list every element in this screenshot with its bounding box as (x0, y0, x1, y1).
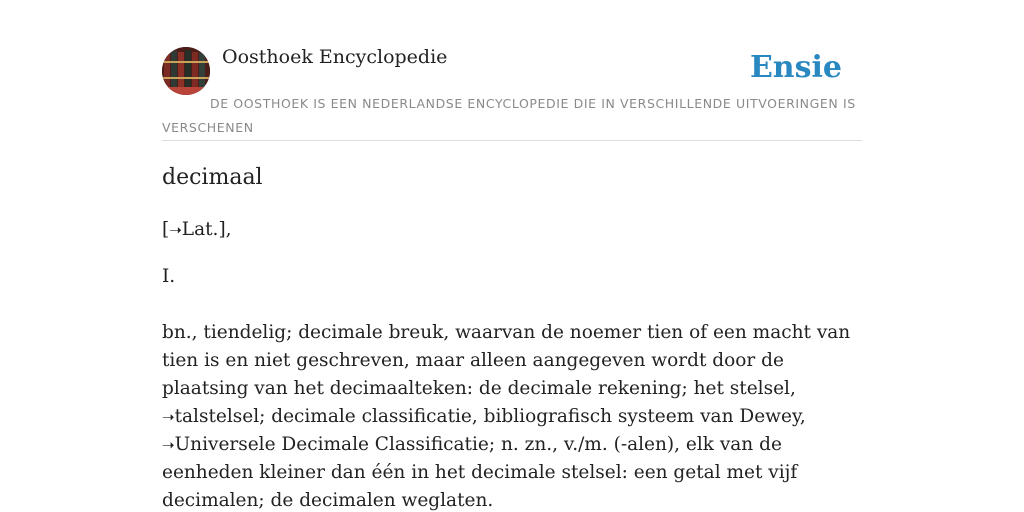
cross-reference-link[interactable]: Universele Decimale Classificatie (174, 434, 489, 455)
arrow-right-icon: ➝ (162, 408, 175, 426)
source-description: DE OOSTHOEK IS EEN NEDERLANDSE ENCYCLOPEDIE DIE IN VERSCHILLENDE UITVOERINGEN IS VERSCHENEN (162, 96, 856, 135)
etymology-open: [ (162, 219, 170, 240)
definition-part: ; n. zn., v./m. (-alen), elk van de eenheden kleiner dan één in het decimale stelsel: een getal met vijf decimalen; de decimalen weglaten. (162, 434, 798, 511)
brand-logo[interactable]: Ensie (749, 50, 842, 85)
etymology-close: ], (218, 219, 232, 240)
definition-part: bn., tiendelig; decimale breuk, waarvan de noemer tien of een macht van tien is en niet geschreven, maar alleen aangegeven wordt door de plaatsing van het decimaalteken: de decimale rekening; het stelsel, (162, 322, 851, 399)
page-title: decimaal (162, 165, 263, 190)
source-header (162, 44, 862, 141)
arrow-right-icon: ➝ (169, 221, 182, 239)
definition-text (162, 319, 862, 512)
arrow-right-icon: ➝ (162, 436, 175, 454)
cross-reference-link[interactable]: talstelsel (174, 406, 260, 427)
definition-part: ; decimale classificatie, bibliografisch systeem van Dewey, (259, 406, 806, 427)
source-title[interactable]: Oosthoek Encyclopedie (222, 46, 448, 68)
etymology-link[interactable]: Lat. (181, 219, 219, 240)
encyclopedia-books-icon (162, 47, 210, 95)
avatar[interactable] (162, 47, 210, 95)
entry-content (162, 160, 862, 511)
etymology (162, 216, 232, 244)
sense-number: I. (162, 266, 176, 287)
